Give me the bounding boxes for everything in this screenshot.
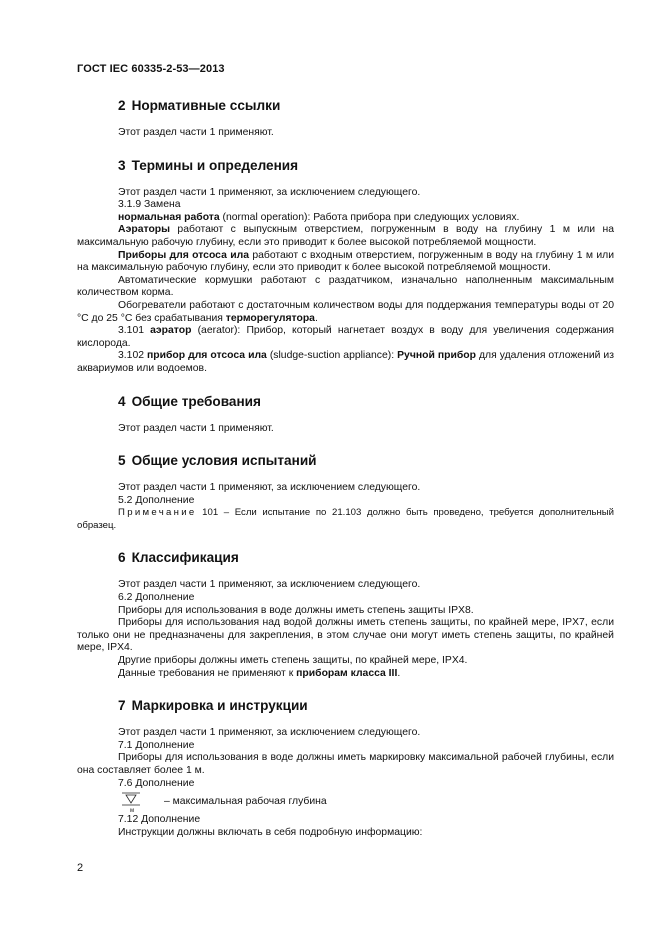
paragraph: 3.101 аэратор (aerator): Прибор, который нагнетает воздух в воду для увеличения содержания кислорода.: [77, 325, 614, 349]
term: Аэраторы: [118, 224, 171, 236]
paragraph: Этот раздел части 1 применяют, за исключением следующего.: [118, 579, 421, 591]
paragraph: Приборы для использования в воде должны иметь степень защиты IPX8.: [118, 604, 474, 616]
paragraph: Автоматические кормушки работают с раздатчиком, изначально наполненным максимальным количеством корма.: [77, 274, 614, 299]
page-number: 2: [77, 862, 84, 874]
paragraph: Инструкции должны включать в себя подробную информацию:: [118, 826, 423, 838]
paragraph: Приборы для отсоса ила работают с входным отверстием, погруженным в воду на глубину 1 м или на максимальную рабочую глубину, если это приводит к более высокой потребляемой мощности.: [77, 249, 615, 274]
paragraph: 5.2 Дополнение: [118, 494, 195, 506]
paragraph: Приборы для использования в воде должны иметь маркировку максимальной рабочей глубины, если она составляет более 1 м.: [77, 752, 614, 776]
paragraph: Этот раздел части 1 применяют, за исключением следующего.: [118, 482, 421, 494]
paragraph: Обогреватели работают с достаточным количеством воды для поддержания температуры воды от 20 °С до 25 °С без срабатывания терморегулятора.: [77, 299, 614, 324]
note-label: Примечание: [118, 507, 197, 519]
paragraph: нормальная работа (normal operation): Работа прибора при следующих условиях.: [118, 211, 520, 223]
paragraph: 7.6 Дополнение: [118, 777, 195, 789]
paragraph: Аэраторы работают с выпускным отверстием, погруженным в воду на глубину 1 м или на максимальную рабочую глубину, если это приводит к более высокой потребляемой мощности.: [77, 224, 614, 248]
paragraph: Этот раздел части 1 применяют, за исключением следующего.: [118, 727, 421, 739]
section-heading-7: [77, 698, 614, 714]
paragraph: Приборы для использования над водой должны иметь степень защиты, по крайней мере, IPX7, если только они не предназначены для закрепления, в этом случае они могут иметь степень защиты, по крайней мере, IPX4.: [77, 617, 614, 654]
document-body: [77, 98, 614, 839]
section-number: 4: [118, 393, 126, 409]
paragraph: 3.1.9 Замена: [118, 199, 181, 211]
paragraph: Этот раздел части 1 применяют.: [118, 127, 274, 138]
term: аэратор: [150, 325, 192, 337]
paragraph: 6.2 Дополнение: [118, 592, 195, 604]
term: приборам класса III: [296, 667, 398, 679]
section-title: Классификация: [131, 550, 239, 566]
note: Примечание 101 – Если испытание по 21.103 должно быть проведено, требуется дополнительный образец.: [77, 507, 614, 531]
section-number: 7: [118, 698, 126, 714]
section-heading-5: [77, 453, 614, 469]
section-heading-4: [77, 394, 614, 410]
paragraph: 7.1 Дополнение: [118, 739, 195, 751]
symbol-description: – максимальная рабочая глубина: [164, 796, 327, 808]
section-number: 3: [118, 157, 126, 173]
term: нормальная работа: [118, 211, 220, 223]
paragraph: Данные требования не применяют к приборам класса III.: [118, 667, 401, 679]
paragraph: Другие приборы должны иметь степень защиты, по крайней мере, IPX4.: [118, 655, 468, 667]
paragraph: Этот раздел части 1 применяют.: [118, 422, 274, 434]
section-title: Общие условия испытаний: [131, 453, 317, 469]
paragraph: 7.12 Дополнение: [118, 814, 201, 826]
paragraph: 3.102 прибор для отсоса ила (sludge-suction appliance): Ручной прибор для удаления отложений из аквариумов или водоемов.: [77, 350, 614, 374]
term: Ручной прибор: [397, 350, 476, 362]
section-heading-2: [77, 98, 614, 114]
term: терморегулятора: [225, 312, 315, 324]
max-depth-symbol-line: [77, 790, 614, 814]
section-number: 6: [118, 550, 126, 566]
depth-subscript: м: [130, 808, 135, 815]
section-heading-6: [77, 550, 614, 566]
section-number: 2: [118, 98, 126, 113]
paragraph: Этот раздел части 1 применяют, за исключением следующего.: [118, 186, 421, 198]
standard-header: ГОСТ IEC 60335-2-53—2013: [77, 63, 225, 75]
section-title: Общие требования: [131, 393, 261, 409]
term: Приборы для отсоса ила: [118, 249, 249, 261]
section-heading-3: [77, 158, 614, 174]
section-title: Маркировка и инструкции: [131, 698, 308, 714]
section-title: Термины и определения: [131, 157, 299, 173]
section-title: Нормативные ссылки: [131, 98, 281, 113]
water-depth-icon: [121, 790, 143, 814]
term: прибор для отсоса ила: [147, 350, 267, 362]
section-number: 5: [118, 453, 126, 469]
